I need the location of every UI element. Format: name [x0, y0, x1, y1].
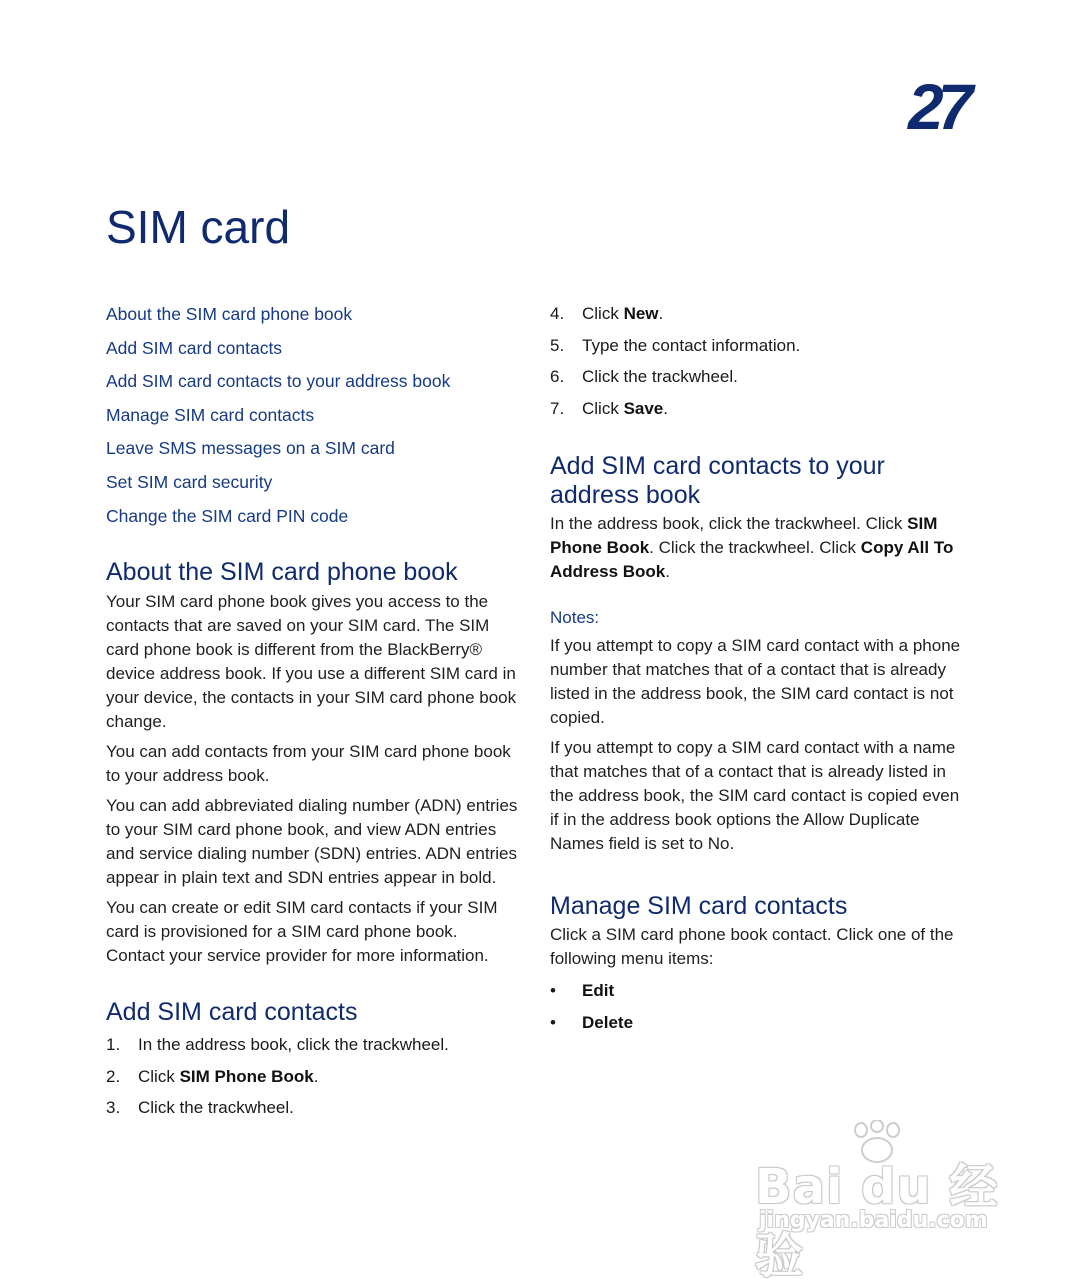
- about-paragraph-1: Your SIM card phone book gives you access to the contacts that are saved on your SIM card. The SIM card phone book is different from the BlackBerry® device address book. If you use a different SIM card in your device, the contacts in your SIM card phone book change.: [106, 592, 517, 732]
- add-contacts-steps-b: [550, 298, 962, 424]
- step-item: 4. Click New.: [550, 304, 664, 323]
- manage-menu-items: [550, 975, 962, 1038]
- toc-link-manage[interactable]: Manage SIM card contacts: [106, 404, 315, 425]
- toc-link-pin[interactable]: Change the SIM card PIN code: [106, 505, 349, 526]
- left-column: [106, 298, 518, 1124]
- about-paragraph-3: You can add abbreviated dialing number (ADN) entries to your SIM card phone book, and view ADN entries and service dialing number (SDN) entries. ADN entries appear in plain text and SDN entries appear in bold.: [106, 796, 518, 888]
- step-item: 1. In the address book, click the trackwheel.: [106, 1035, 449, 1055]
- step-item: 2. Click SIM Phone Book.: [106, 1066, 319, 1086]
- section-heading-add-contacts: Add SIM card contacts: [106, 998, 358, 1027]
- toc-item: [106, 298, 518, 332]
- watermark-brand: Bai du 经验: [755, 1159, 999, 1284]
- watermark-url: jingyan.baidu.com: [759, 1208, 988, 1233]
- page-title: SIM card: [106, 201, 291, 253]
- section-heading-about: About the SIM card phone book: [106, 558, 458, 587]
- toc-item: [106, 399, 518, 433]
- note-2: If you attempt to copy a SIM card contact with a name that matches that of a contact that is already listed in the address book, the SIM card contact is copied even if in the address book options the Allow Duplicate Names field is set to No.: [550, 738, 960, 854]
- right-column: [550, 298, 962, 1039]
- chapter-number: 27: [908, 71, 968, 143]
- add-contacts-steps-a: [106, 1029, 518, 1124]
- step-item: 5. Type the contact information.: [550, 335, 801, 355]
- toc-item: [106, 466, 518, 500]
- toc-link-add-contacts[interactable]: Add SIM card contacts: [106, 337, 283, 358]
- toc-link-sms[interactable]: Leave SMS messages on a SIM card: [106, 438, 395, 459]
- list-item: • Delete: [550, 1012, 634, 1032]
- toc-link-about[interactable]: About the SIM card phone book: [106, 304, 353, 324]
- toc-link-security[interactable]: Set SIM card security: [106, 471, 273, 492]
- toc-item: [106, 365, 518, 399]
- chapter-toc: [106, 298, 518, 533]
- toc-item: [106, 432, 518, 466]
- add-to-address-book-body: In the address book, click the trackwheel. Click SIM Phone Book. Click the trackwheel. Click Copy All To Address Book.: [550, 514, 954, 582]
- list-item: • Edit: [550, 981, 615, 1001]
- toc-link-add-to-address-book[interactable]: Add SIM card contacts to your address book: [106, 371, 451, 392]
- note-1: If you attempt to copy a SIM card contact with a phone number that matches that of a contact that is already listed in the address book, the SIM card contact is not copied.: [550, 636, 961, 728]
- section-heading-add-to-address-book: Add SIM card contacts to your address book: [550, 452, 885, 510]
- toc-item: [106, 500, 518, 534]
- step-item: 7. Click Save.: [550, 398, 668, 418]
- manage-body: Click a SIM card phone book contact. Click one of the following menu items:: [550, 925, 954, 969]
- notes-label: Notes:: [550, 608, 600, 628]
- step-item: 6. Click the trackwheel.: [550, 367, 738, 387]
- step-item: 3. Click the trackwheel.: [106, 1098, 294, 1118]
- toc-item: [106, 332, 518, 366]
- about-paragraph-4: You can create or edit SIM card contacts if your SIM card is provisioned for a SIM card phone book. Contact your service provider for more information.: [106, 898, 498, 966]
- baidu-watermark: [755, 1120, 1015, 1284]
- about-paragraph-2: You can add contacts from your SIM card phone book to your address book.: [106, 742, 511, 786]
- section-heading-manage: Manage SIM card contacts: [550, 892, 848, 921]
